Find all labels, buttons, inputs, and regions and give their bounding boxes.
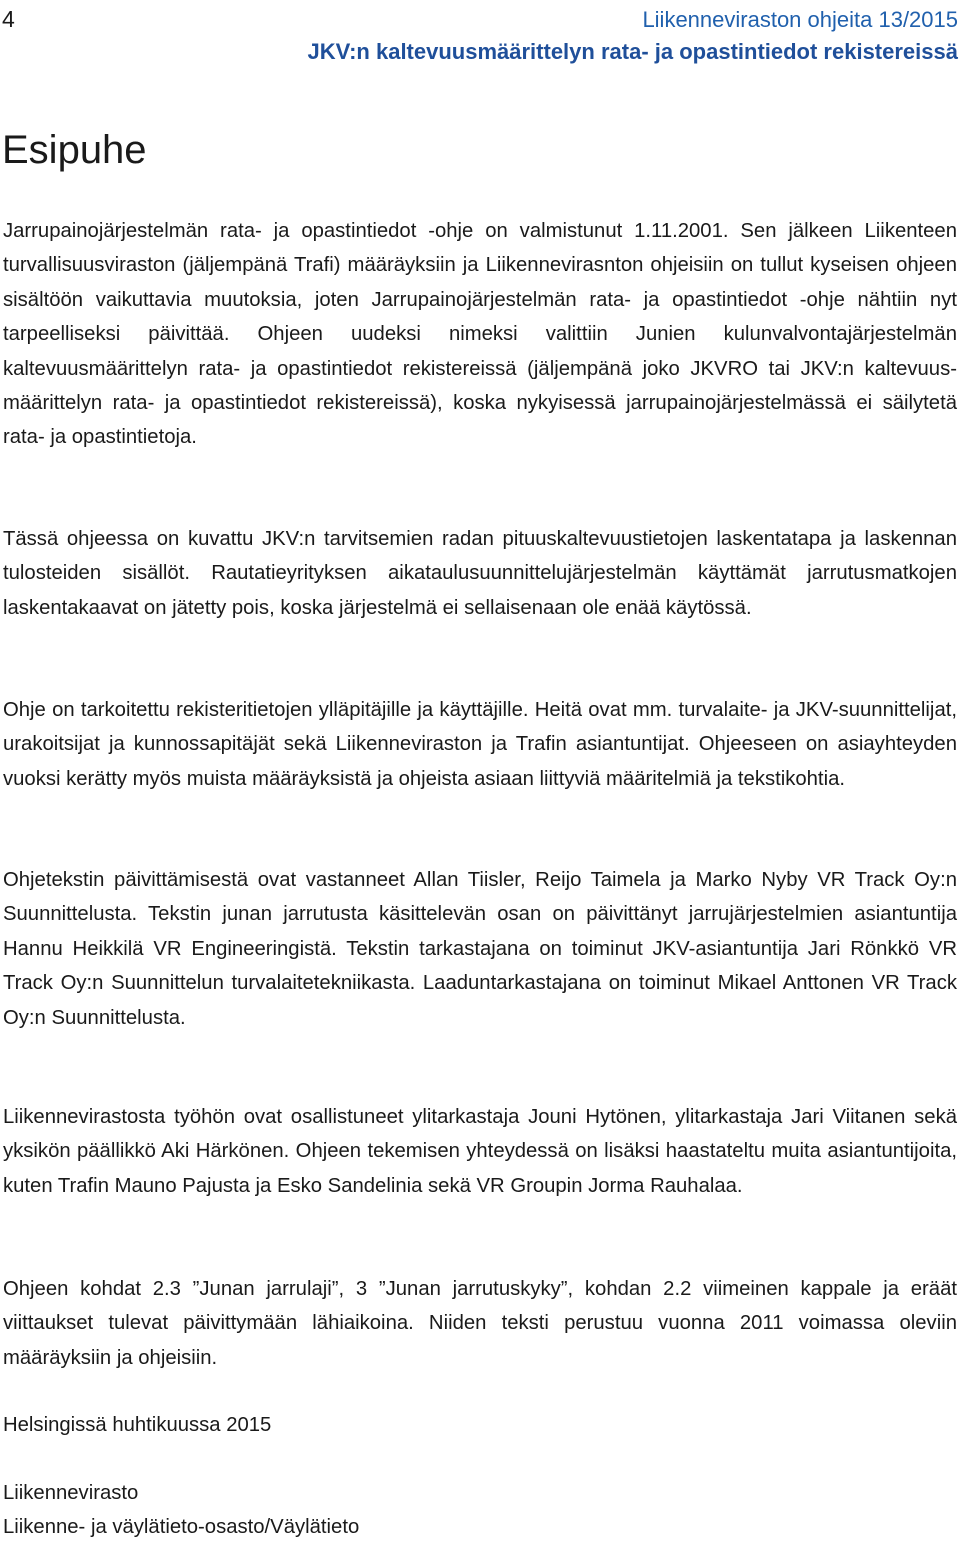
document-title: JKV:n kaltevuusmäärittelyn rata- ja opastintiedot rekistereissä: [307, 39, 958, 64]
page-title: Esipuhe: [2, 128, 147, 172]
place-and-date: Helsingissä huhtikuussa 2015: [3, 1414, 272, 1436]
paragraph-1: Jarrupainojärjestelmän rata- ja opastintiedot -ohje on valmistunut 1.11.2001. Sen jälkeen Liikenteen turvallisuusviraston (jäljempänä Trafi) määräyksiin ja Liikennevirasnton ohjeisiin on tullut kyseisen ohjeen sisältöön vaikuttavia muutoksia, joten Jarrupainojärjestelmän rata- ja opastintiedot -ohje nähtiin nyt tarpeelliseksi päivittää. Ohjeen uudeksi nimeksi valittiin Junien kulunvalvontajärjestelmän kaltevuusmäärittelyn rata- ja opastintiedot rekistereissä (jäljempänä joko JKVRO tai JKV:n kaltevuusmäärittelyn rata- ja opastintiedot rekistereissä), koska nykyisessä jarrupainojärjestelmässä ei säilytetä rata- ja opastintietoja.: [3, 220, 957, 449]
paragraph-3: Ohje on tarkoitettu rekisteritietojen ylläpitäjille ja käyttäjille. Heitä ovat mm. turvalaite- ja JKV-suunnittelijat, urakoitsijat ja kunnossapitäjät sekä Liikenneviraston ja Trafin asiantuntijat. Ohjeeseen on asiayhteyden vuoksi kerätty myös muista määräyksistä ja ohjeista asiaan liittyviä määritelmiä ja tekstikohtia.: [3, 699, 957, 790]
paragraph-4: Ohjetekstin päivittämisestä ovat vastanneet Allan Tiisler, Reijo Taimela ja Marko Nyby VR Track Oy:n Suunnittelusta. Tekstin junan jarrutusta käsittelevän osan on päivittänyt jarrujärjestelmien asiantuntija Hannu Heikkilä VR Engineeringistä. Tekstin tarkastajana on toiminut JKV-asiantuntija Jari Rönkkö VR Track Oy:n Suunnittelun turvalaitetekniikasta. Laaduntarkastajana on toiminut Mikael Anttonen VR Track Oy:n Suunnittelusta.: [3, 869, 957, 1029]
running-header: [308, 4, 958, 68]
paragraph-6: Ohjeen kohdat 2.3 ”Junan jarrulaji”, 3 ”Junan jarrutuskyky”, kohdan 2.2 viimeinen kappale ja eräät viittaukset tulevat päivittymään lähiaikoina. Niiden teksti perustuu vuonna 2011 voimassa oleviin määräyksiin ja ohjeisiin.: [3, 1278, 957, 1369]
paragraph-5: Liikennevirastosta työhön ovat osallistuneet ylitarkastaja Jouni Hytönen, ylitarkastaja Jari Viitanen sekä yksikön päällikkö Aki Härkönen. Ohjeen tekemisen yhteydessä on lisäksi haastateltu muita asiantuntijoita, kuten Trafin Mauno Pajusta ja Esko Sandelinia sekä VR Groupin Jorma Rauhalaa.: [3, 1106, 957, 1197]
publication-series: Liikenneviraston ohjeita 13/2015: [642, 7, 958, 32]
signature-organization: Liikennevirasto: [3, 1482, 139, 1504]
page-number: 4: [2, 6, 15, 32]
signature-department: Liikenne- ja väylätieto-osasto/Väylätieto: [3, 1516, 360, 1538]
paragraph-2: Tässä ohjeessa on kuvattu JKV:n tarvitsemien radan pituuskaltevuustietojen laskentatapa ja laskennan tulosteiden sisällöt. Rautatieyrityksen aikataulusuunnittelujärjestelmän käyttämät jarrutusmatkojen laskentakaavat on jätetty pois, koska järjestelmä ei sellaisenaan ole enää käytössä.: [3, 528, 957, 619]
